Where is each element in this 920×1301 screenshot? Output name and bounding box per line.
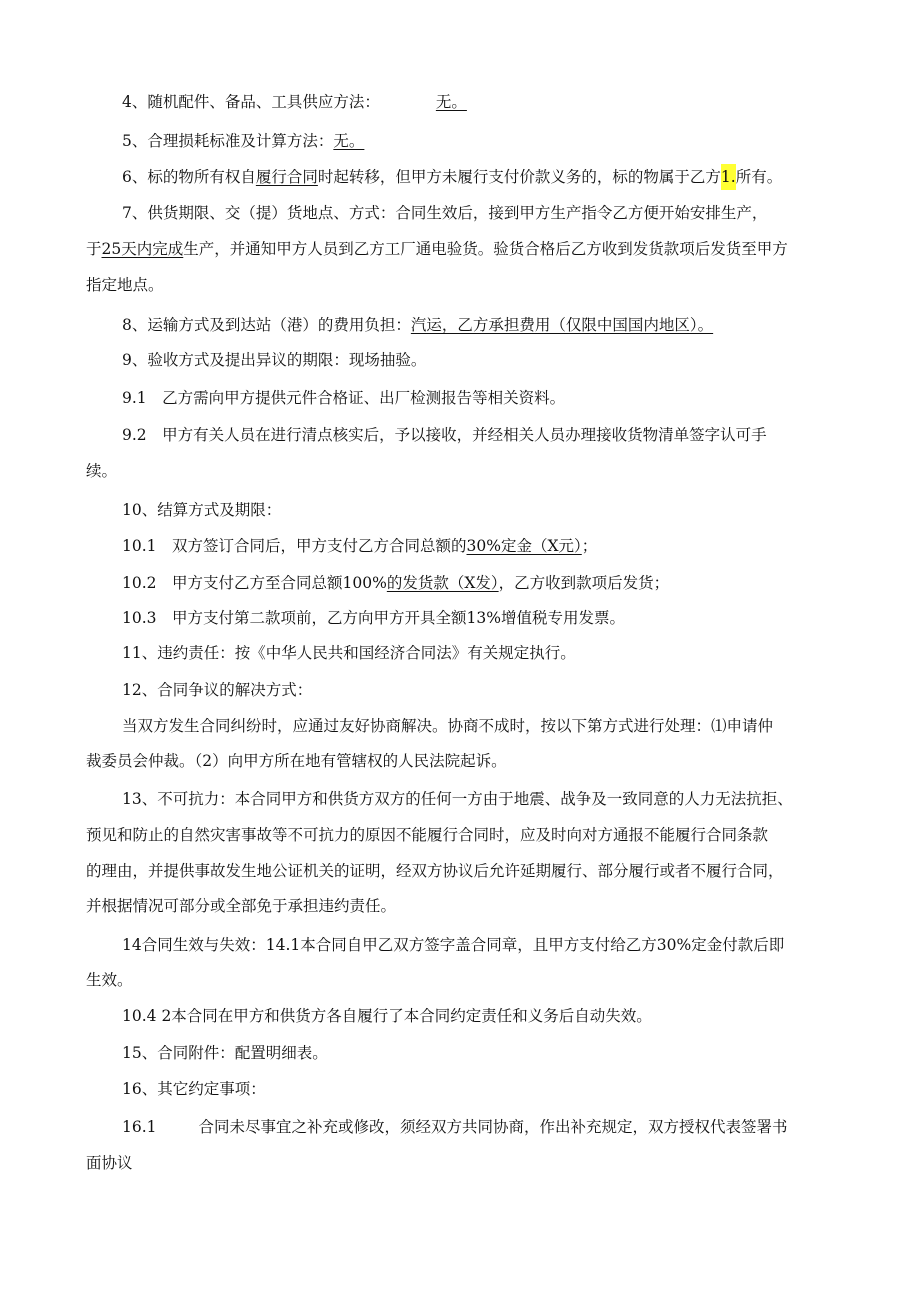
clause-7-underlined: 25天内完成 [101,240,184,258]
clause-16-1-cont: 面协议 [86,1154,133,1172]
clause-11: 11、违约责任：按《中华人民共和国经济合同法》有关规定执行。 [122,644,576,662]
clause-10-4: 10.4 2本合同在甲方和供货方各自履行了本合同约定责任和义务后自动失效。 [122,1007,652,1025]
clause-16-1-text: 合同未尽事宜之补充或修改，须经双方共同协商，作出补充规定，双方授权代表签署书 [198,1118,788,1136]
clause-8-value: 汽运，乙方承担费用（仅限中国国内地区）。 [410,316,714,334]
clause-6-text-e: 所有。 [735,168,783,186]
clause-9-1: 9.1 乙方需向甲方提供元件合格证、出厂检测报告等相关资料。 [122,389,566,407]
clause-6-text-c: 时起转移，但甲方未履行支付价款义务的，标的物属于乙方 [317,168,721,186]
clause-8-label: 8、运输方式及到达站（港）的费用负担： [122,316,411,334]
clause-9-2-cont: 续。 [86,462,118,480]
clause-14-cont: 生效。 [86,971,133,989]
clause-10-2-text: 10.2 甲方支付乙方至合同总额100% [122,574,387,592]
clause-10-2-end: ，乙方收到款项后发货； [498,574,670,592]
clause-10-1-underlined: 30%定金（X元） [466,537,582,555]
clause-13: 13、不可抗力：本合同甲方和供货方双方的任何一方由于地震、战争及一致同意的人力无法抗拒、 [122,790,793,808]
clause-13-cont-1: 预见和防止的自然灾害事故等不可抗力的原因不能履行合同时，应及时向对方通报不能履行合同条款 [86,826,769,844]
clause-12-body-cont: 裁委员会仲裁。（2）向甲方所在地有管辖权的人民法院起诉。 [86,752,507,770]
highlighted-text: 1. [721,164,736,190]
clause-8 [122,314,713,336]
clause-6-text-a: 6、标的物所有权自 [122,168,256,186]
clause-15: 15、合同附件：配置明细表。 [122,1044,328,1062]
clause-7-text-a: 于 [86,240,102,258]
clause-12-body: 当双方发生合同纠纷时，应通过友好协商解决。协商不成时，按以下第方式进行处理：⑴申请仲 [122,717,774,735]
clause-16: 16、其它约定事项： [122,1080,266,1098]
clause-13-cont-3: 并根据情况可部分或全部免于承担违约责任。 [86,897,397,915]
clause-7: 7、供货期限、交（提）货地点、方式：合同生效后，接到甲方生产指令乙方便开始安排生产， [122,204,768,222]
clause-7-end: 指定地点。 [86,276,164,294]
clause-5-value: 无。 [333,132,365,150]
clause-16-1 [122,1116,788,1138]
clause-7-text-c: 生产，并通知甲方人员到乙方工厂通电验货。验货合格后乙方收到发货款项后发货至甲方 [183,240,788,258]
clause-5-label: 5、合理损耗标准及计算方法： [122,132,334,150]
clause-10-1 [122,535,597,557]
clause-10-3: 10.3 甲方支付第二款项前，乙方向甲方开具全额13%增值税专用发票。 [122,609,625,627]
clause-9: 9、验收方式及提出异议的期限：现场抽验。 [122,351,427,369]
clause-5 [122,130,364,152]
clause-4-label: 4、随机配件、备品、工具供应方法： [122,93,380,111]
clause-4-value: 无。 [435,93,467,111]
clause-6 [122,166,782,188]
clause-6-underlined: 履行合同 [255,168,318,186]
clause-10-2 [122,572,669,594]
clause-13-cont-2: 的理由，并提供事故发生地公证机关的证明，经双方协议后允许延期履行、部分履行或者不履行合同， [86,862,784,880]
clause-10-1-text: 10.1 双方签订合同后，甲方支付乙方合同总额的 [122,537,467,555]
clause-16-1-number: 16.1 [122,1118,157,1136]
clause-10-2-underlined: 的发货款（X发） [386,574,499,592]
clause-14: 14合同生效与失效：14.1本合同自甲乙双方签字盖合同章，且甲方支付给乙方30%定金付款后即 [122,936,785,954]
clause-10: 10、结算方式及期限： [122,501,282,519]
clause-10-1-end: ； [581,537,598,555]
clause-9-2: 9.2 甲方有关人员在进行清点核实后，予以接收，并经相关人员办理接收货物清单签字认可手 [122,426,767,444]
clause-12: 12、合同争议的解决方式： [122,681,313,699]
clause-4 [122,91,467,113]
clause-7-cont [86,238,788,260]
